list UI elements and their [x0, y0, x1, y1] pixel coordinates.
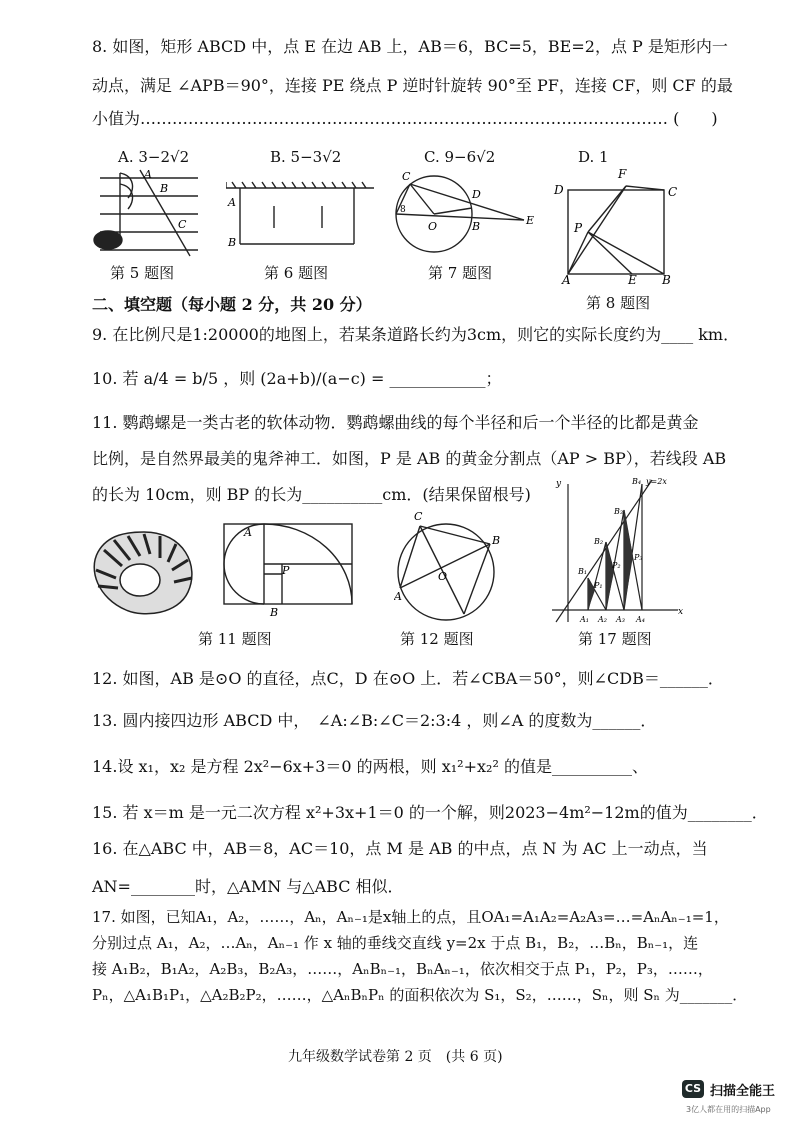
- fig7-label-e: E: [526, 214, 535, 227]
- q8-choice-b: B. 5−3√2: [270, 148, 342, 166]
- q8-choice-c: C. 9−6√2: [424, 148, 496, 166]
- q17-line2: 分别过点 A₁，A₂，…Aₙ，Aₙ₋₁ 作 x 轴的垂线交直线 y=2x 于点 B₁，B₂，…Bₙ，Bₙ₋₁，连: [92, 934, 699, 952]
- q11-line1: 11. 鹦鹉螺是一类古老的软体动物．鹦鹉螺曲线的每个半径和后一个半径的比都是黄金: [92, 413, 699, 432]
- fig8-caption: 第 8 题图: [586, 294, 651, 312]
- fig17-label-p3: P₃: [634, 553, 643, 562]
- fig8-label-e: E: [628, 273, 637, 284]
- q16-line2: AN=________时，△AMN 与△ABC 相似．: [92, 877, 404, 896]
- fig11-label-b: B: [270, 606, 279, 618]
- fig12-caption: 第 12 题图: [400, 630, 474, 648]
- fig8-label-a: A: [562, 273, 571, 284]
- fig8-label-f: F: [618, 167, 627, 181]
- q8-line3: 小值为……………………………………………………………………………………… ( ): [92, 109, 718, 128]
- fig8-label-d: D: [554, 183, 564, 197]
- q12: 12. 如图，AB 是⊙O 的直径，点C，D 在⊙O 上．若∠CBA＝50°，则∠CDB＝______．: [92, 669, 724, 688]
- fig17-label-a4: A₄: [636, 615, 645, 624]
- q14: 14.设 x₁，x₂ 是方程 2x²−6x+3＝0 的两根，则 x₁²+x₂² 的值是__________、: [92, 757, 648, 776]
- fig6-caption: 第 6 题图: [264, 264, 329, 282]
- q13: 13. 圆内接四边形 ABCD 中， ∠A:∠B:∠C＝2:3:4 ，则∠A 的度数为______．: [92, 711, 657, 730]
- q8-line1: 8. 如图，矩形 ABCD 中，点 E 在边 AB 上，AB＝6，BC=5，BE=2，点 P 是矩形内一: [92, 37, 728, 56]
- fig17-label-b1: B₁: [578, 567, 588, 576]
- figure-17: [548, 476, 686, 626]
- scanner-subtitle: 3亿人都在用的扫描App: [686, 1105, 771, 1114]
- fig12-label-b: B: [492, 534, 501, 547]
- q17-line3: 接 A₁B₂，B₁A₂，A₂B₃，B₂A₃，……，AₙBₙ₋₁，BₙAₙ₋₁，依次相交于点 P₁，P₂，P₃，……，: [92, 960, 713, 978]
- fig7-label-d: D: [472, 188, 481, 201]
- section-2-heading: 二、填空题（每小题 2 分，共 20 分）: [92, 295, 372, 314]
- fig7-label-o: O: [428, 220, 438, 233]
- q11-line3: 的长为 10cm，则 BP 的长为__________cm．(结果保留根号): [92, 485, 531, 504]
- q17-line1: 17. 如图，已知A₁，A₂，……，Aₙ，Aₙ₋₁是x轴上的点，且OA₁=A₁A₂=A₂A₃=…=AₙAₙ₋₁=1，: [92, 908, 729, 926]
- fig17-label-b2: B₂: [594, 537, 604, 546]
- fig8-label-b: B: [662, 273, 671, 284]
- fig8-label-c: C: [668, 185, 678, 199]
- fig7-caption: 第 7 题图: [428, 264, 493, 282]
- fig12-label-c: C: [414, 510, 423, 523]
- q17-line4: Pₙ，△A₁B₁P₁，△A₂B₂P₂，……，△AₙBₙPₙ 的面积依次为 S₁，S₂，……，Sₙ，则 Sₙ 为_______．: [92, 986, 748, 1004]
- fig11-label-a: A: [244, 526, 252, 539]
- fig17-label-x: x: [678, 607, 684, 617]
- fig17-label-line: y=2x: [646, 477, 667, 486]
- fig7-label-8: 8: [400, 205, 406, 215]
- fig12-label-o: O: [438, 570, 448, 583]
- page-footer: 九年级数学试卷第 2 页 (共 6 页): [288, 1049, 503, 1065]
- figure-6: [226, 178, 376, 258]
- fig7-label-c: C: [402, 170, 411, 183]
- figure-8: [552, 164, 692, 284]
- figure-11-shell: [84, 526, 204, 622]
- fig12-label-a: A: [394, 590, 402, 603]
- q8-choice-d: D. 1: [578, 148, 609, 166]
- q8-choice-a: A. 3−2√2: [118, 148, 190, 166]
- fig5-caption: 第 5 题图: [110, 264, 175, 282]
- fig7-label-b: B: [472, 220, 481, 233]
- q11-line2: 比例，是自然界最美的鬼斧神工．如图，P 是 AB 的黄金分割点（AP > BP），若线段 AB: [92, 449, 727, 468]
- fig17-label-b4: B₄: [632, 477, 642, 486]
- fig5-label-a: A: [144, 168, 152, 181]
- figure-12: [394, 506, 504, 626]
- q8-line2: 动点，满足 ∠APB＝90°，连接 PE 绕点 P 逆时针旋转 90°至 PF，连接 CF，则 CF 的最: [92, 76, 733, 95]
- fig11-caption: 第 11 题图: [198, 630, 272, 648]
- scanner-name: 扫描全能王: [710, 1084, 776, 1099]
- fig17-label-y: y: [556, 479, 562, 489]
- figure-11-spiral: [222, 522, 354, 618]
- q9: 9. 在比例尺是1:20000的地图上，若某条道路长约为3cm，则它的实际长度约为____ km．: [92, 325, 740, 344]
- fig11-label-p: P: [282, 564, 290, 577]
- fig17-label-p2: P₂: [612, 561, 621, 570]
- fig17-label-b3: B₃: [614, 507, 624, 516]
- fig5-label-c: C: [178, 218, 187, 231]
- fig17-label-a2: A₂: [598, 615, 607, 624]
- fig5-label-b: B: [160, 182, 169, 195]
- fig6-label-b: B: [228, 236, 237, 249]
- fig6-label-a: A: [228, 196, 236, 209]
- fig8-label-p: P: [574, 221, 583, 235]
- fig17-caption: 第 17 题图: [578, 630, 652, 648]
- scanner-logo-icon: CS: [682, 1080, 704, 1098]
- q16-line1: 16. 在△ABC 中，AB＝8，AC＝10，点 M 是 AB 的中点，点 N 为 AC 上一动点，当: [92, 839, 708, 858]
- figure-7: [388, 168, 538, 262]
- q10: 10. 若 a/4 = b/5 ，则 (2a+b)/(a−c) = ____________；: [92, 369, 502, 388]
- figure-5: [80, 168, 200, 258]
- q15: 15. 若 x＝m 是一元二次方程 x²+3x+1＝0 的一个解，则2023−4m²−12m的值为________．: [92, 803, 768, 822]
- fig17-label-a1: A₁: [580, 615, 589, 624]
- fig17-label-p1: P₁: [594, 581, 603, 590]
- fig17-label-a3: A₃: [616, 615, 625, 624]
